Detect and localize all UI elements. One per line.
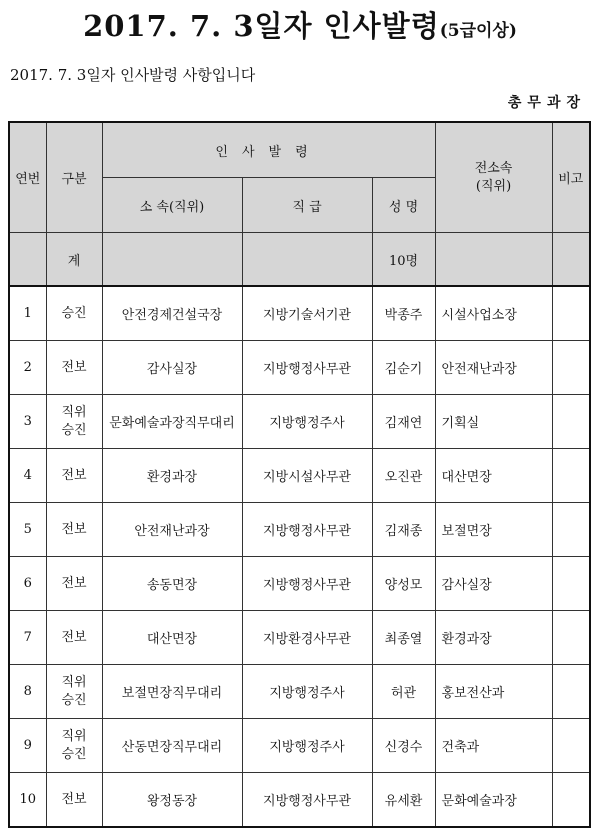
row-name: 최종열 xyxy=(372,611,435,665)
total-position-cell xyxy=(102,233,242,287)
total-no-cell xyxy=(9,233,46,287)
row-note xyxy=(552,341,590,395)
row-type: 직위 승진 xyxy=(46,719,102,773)
title-sub: (5급이상) xyxy=(439,21,517,41)
table-row xyxy=(9,286,590,341)
department-signature: 총무과장 xyxy=(507,95,586,111)
row-position: 왕정동장 xyxy=(102,773,242,828)
row-prev: 홍보전산과 xyxy=(435,665,552,719)
row-no: 10 xyxy=(9,773,46,828)
row-type: 승진 xyxy=(46,286,102,341)
row-name: 양성모 xyxy=(372,557,435,611)
header-no: 연번 xyxy=(9,122,46,233)
row-name: 김재종 xyxy=(372,503,435,557)
row-note xyxy=(552,395,590,449)
table-row xyxy=(9,503,590,557)
row-note xyxy=(552,449,590,503)
row-name: 김순기 xyxy=(372,341,435,395)
header-position: 소 속(직위) xyxy=(102,178,242,233)
row-grade: 지방행정주사 xyxy=(242,665,372,719)
row-position: 환경과장 xyxy=(102,449,242,503)
row-type: 직위 승진 xyxy=(46,395,102,449)
header-prev: 전소속 (직위) xyxy=(435,122,552,233)
row-type: 전보 xyxy=(46,449,102,503)
row-grade: 지방환경사무관 xyxy=(242,611,372,665)
row-position: 송동면장 xyxy=(102,557,242,611)
row-position: 대산면장 xyxy=(102,611,242,665)
row-note xyxy=(552,503,590,557)
total-row xyxy=(9,233,590,287)
total-count: 10명 xyxy=(372,233,435,287)
page-title xyxy=(0,4,600,45)
row-no: 1 xyxy=(9,286,46,341)
row-prev: 건축과 xyxy=(435,719,552,773)
row-prev: 감사실장 xyxy=(435,557,552,611)
header-name: 성 명 xyxy=(372,178,435,233)
row-no: 4 xyxy=(9,449,46,503)
table-row xyxy=(9,665,590,719)
personnel-table xyxy=(8,121,591,828)
table-row xyxy=(9,773,590,828)
row-position: 안전재난과장 xyxy=(102,503,242,557)
row-note xyxy=(552,665,590,719)
row-name: 허관 xyxy=(372,665,435,719)
row-grade: 지방행정사무관 xyxy=(242,341,372,395)
row-note xyxy=(552,286,590,341)
header-type: 구분 xyxy=(46,122,102,233)
row-prev: 문화예술과장 xyxy=(435,773,552,828)
row-no: 8 xyxy=(9,665,46,719)
row-grade: 지방행정사무관 xyxy=(242,503,372,557)
row-prev: 기획실 xyxy=(435,395,552,449)
row-position: 보절면장직무대리 xyxy=(102,665,242,719)
row-name: 신경수 xyxy=(372,719,435,773)
total-grade-cell xyxy=(242,233,372,287)
subtitle: 2017. 7. 3일자 인사발령 사항입니다 xyxy=(10,66,256,84)
row-position: 문화예술과장직무대리 xyxy=(102,395,242,449)
row-position: 산동면장직무대리 xyxy=(102,719,242,773)
row-grade: 지방기술서기관 xyxy=(242,286,372,341)
row-note xyxy=(552,773,590,828)
row-type: 직위 승진 xyxy=(46,665,102,719)
row-type: 전보 xyxy=(46,503,102,557)
row-type: 전보 xyxy=(46,611,102,665)
row-grade: 지방행정사무관 xyxy=(242,557,372,611)
row-grade: 지방행정주사 xyxy=(242,395,372,449)
row-no: 6 xyxy=(9,557,46,611)
row-no: 5 xyxy=(9,503,46,557)
table-row xyxy=(9,341,590,395)
row-no: 7 xyxy=(9,611,46,665)
table-row xyxy=(9,395,590,449)
row-type: 전보 xyxy=(46,557,102,611)
row-name: 오진관 xyxy=(372,449,435,503)
row-note xyxy=(552,557,590,611)
row-prev: 대산면장 xyxy=(435,449,552,503)
row-type: 전보 xyxy=(46,341,102,395)
table-row xyxy=(9,611,590,665)
row-note xyxy=(552,611,590,665)
row-grade: 지방행정사무관 xyxy=(242,773,372,828)
row-grade: 지방시설사무관 xyxy=(242,449,372,503)
row-position: 안전경제건설국장 xyxy=(102,286,242,341)
table-row xyxy=(9,719,590,773)
row-prev: 시설사업소장 xyxy=(435,286,552,341)
table-row xyxy=(9,449,590,503)
row-name: 김재연 xyxy=(372,395,435,449)
table-row xyxy=(9,557,590,611)
row-position: 감사실장 xyxy=(102,341,242,395)
row-note xyxy=(552,719,590,773)
row-no: 2 xyxy=(9,341,46,395)
row-prev: 안전재난과장 xyxy=(435,341,552,395)
row-name: 박종주 xyxy=(372,286,435,341)
row-grade: 지방행정주사 xyxy=(242,719,372,773)
row-name: 유세환 xyxy=(372,773,435,828)
row-prev: 보절면장 xyxy=(435,503,552,557)
header-grade: 직 급 xyxy=(242,178,372,233)
header-group: 인사발령 xyxy=(102,122,435,178)
row-prev: 환경과장 xyxy=(435,611,552,665)
total-label: 계 xyxy=(46,233,102,287)
row-type: 전보 xyxy=(46,773,102,828)
total-note-cell xyxy=(552,233,590,287)
row-no: 3 xyxy=(9,395,46,449)
total-prev-cell xyxy=(435,233,552,287)
header-note: 비고 xyxy=(552,122,590,233)
row-no: 9 xyxy=(9,719,46,773)
title-main: 2017. 7. 3일자 인사발령 xyxy=(83,9,440,43)
